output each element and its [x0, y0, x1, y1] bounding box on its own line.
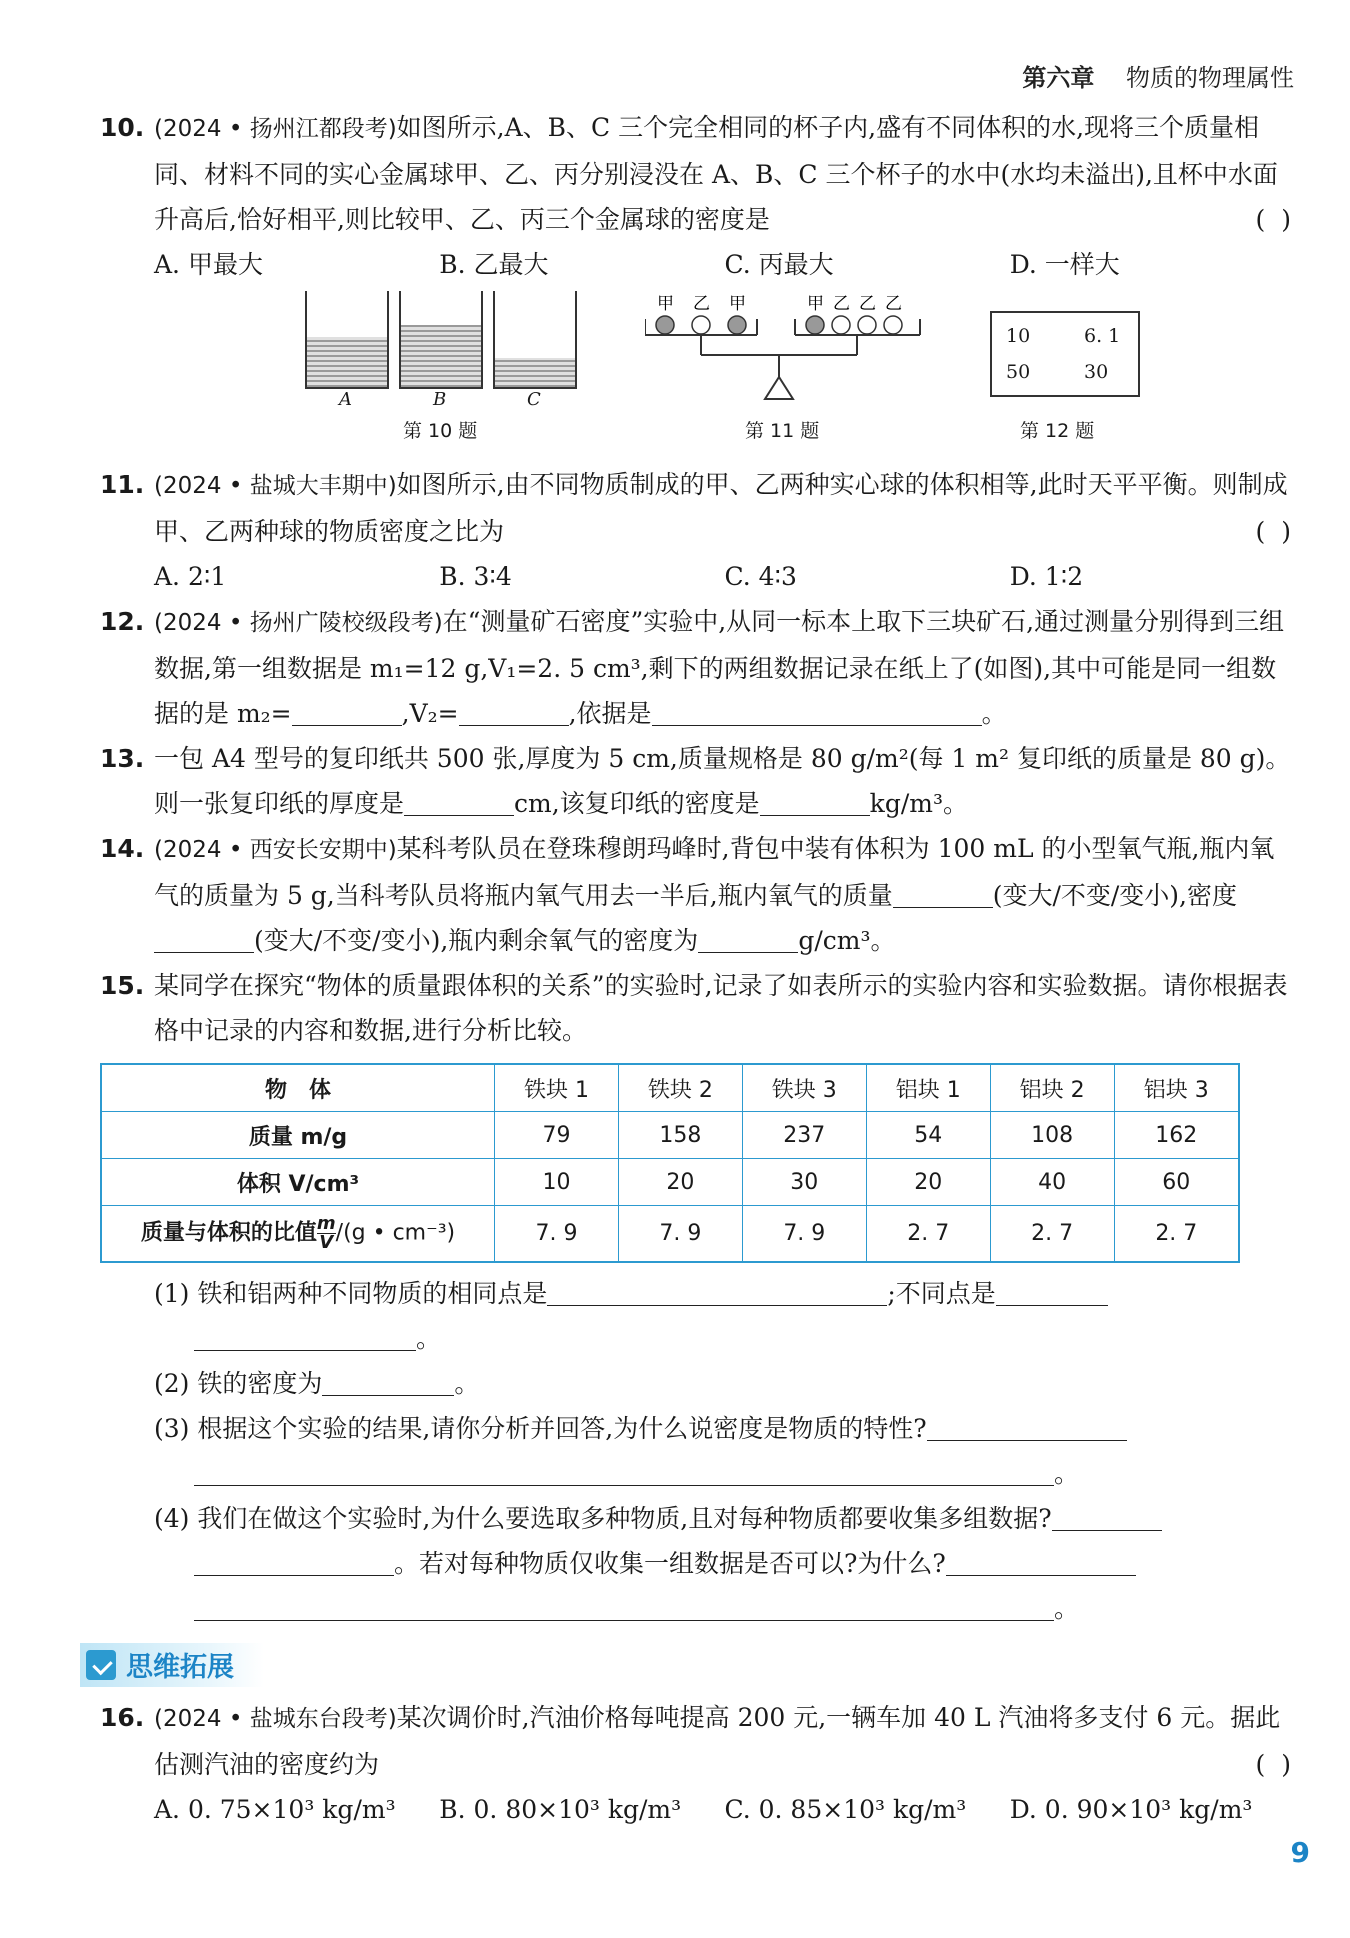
answer-blank[interactable] [194, 1455, 1054, 1486]
section-header [80, 1643, 264, 1687]
question-16 [100, 1695, 1295, 1832]
subquestion-text: 。 [416, 1323, 442, 1353]
table-row [101, 1112, 1239, 1159]
row-label-text: 质量与体积的比值 [140, 1220, 317, 1246]
figure-11-balance [645, 291, 925, 456]
ball-label: 甲 [807, 294, 824, 314]
card-value: 50 [1006, 361, 1031, 383]
answer-blank[interactable] [154, 922, 254, 953]
water-level [495, 358, 575, 387]
answer-blank[interactable] [996, 1275, 1108, 1306]
row-label: 质量 m/g [101, 1112, 495, 1159]
answer-paren: ( ) [1255, 517, 1295, 546]
page-content [100, 105, 1295, 1832]
question-source: (2024 • 盐城大丰期中) [154, 473, 397, 499]
question-text: 某同学在探究“物体的质量跟体积的关系”的实验时,记录了如表所示的实验内容和实验数据。请你根据表格中记录的内容和数据,进行分析比较。 [154, 971, 1288, 1045]
table-header-row [101, 1064, 1239, 1112]
answer-blank[interactable] [322, 1365, 454, 1396]
question-text: 在“测量矿石密度”实验中,从同一标本上取下三块矿石,通过测量分别得到三组数据,第一组数据是 m₁=12 g,V₁=2. 5 cm³,剩下的两组数据记录在纸上了(如图),其中可能是同一组数据的是 m₂= [154, 607, 1285, 728]
question-source: (2024 • 盐城东台段考) [154, 1705, 397, 1732]
water-level [401, 325, 481, 387]
question-number: 13. [100, 744, 145, 773]
question-14 [100, 826, 1295, 963]
table-header-cell: 物 体 [101, 1064, 495, 1112]
option-b: B. 乙最大 [439, 250, 549, 279]
ball-yi [832, 316, 850, 334]
subquestion-4 [154, 1496, 1295, 1631]
question-text: 。 [981, 699, 1007, 728]
table-cell: 54 [866, 1112, 990, 1159]
question-12 [100, 599, 1295, 736]
ball-label: 甲 [729, 294, 746, 314]
ball-jia [656, 316, 674, 334]
table-header-cell: 铝块 2 [990, 1064, 1114, 1112]
option-b: B. 3∶4 [439, 562, 512, 591]
table-cell: 7. 9 [618, 1206, 742, 1262]
question-number: 16. [100, 1702, 145, 1732]
question-number: 11. [100, 470, 145, 499]
question-number: 14. [100, 834, 145, 863]
row-label [101, 1206, 495, 1262]
page-header [1022, 58, 1294, 93]
options [154, 554, 1295, 599]
subquestion-2 [154, 1361, 1295, 1406]
answer-blank[interactable] [194, 1590, 1054, 1621]
question-text: (变大/不变/变小),密度 [992, 881, 1238, 910]
question-number: 15. [100, 971, 145, 1000]
left-pan-balls [656, 316, 746, 334]
cup-label: C [527, 389, 541, 410]
question-10 [100, 105, 1295, 287]
option-c: C. 4∶3 [724, 562, 797, 591]
question-text: g/cm³。 [798, 926, 896, 955]
table-header-cell: 铁块 2 [618, 1064, 742, 1112]
figure-caption: 第 11 题 [745, 420, 820, 442]
answer-blank[interactable] [698, 922, 798, 953]
right-pan-balls [806, 316, 902, 334]
subquestion-text: (3) 根据这个实验的结果,请你分析并回答,为什么说密度是物质的特性? [154, 1413, 927, 1443]
question-15 [100, 963, 1295, 1053]
table-cell: 237 [742, 1112, 866, 1159]
option-b: B. 0. 80×10³ kg/m³ [439, 1794, 682, 1824]
table-cell: 162 [1114, 1112, 1239, 1159]
table-cell: 60 [1114, 1159, 1239, 1206]
figure-10-cups [305, 291, 605, 456]
cup-b [399, 291, 483, 389]
ball-jia [806, 316, 824, 334]
table-cell: 7. 9 [742, 1206, 866, 1262]
subquestion-text: (2) 铁的密度为 [154, 1368, 323, 1398]
card-value: 10 [1006, 325, 1031, 347]
option-a: A. 2∶1 [154, 562, 227, 591]
answer-blank[interactable] [946, 1545, 1136, 1576]
table-cell: 158 [618, 1112, 742, 1159]
question-source: (2024 • 西安长安期中) [154, 837, 397, 863]
table-cell: 2. 7 [1114, 1206, 1239, 1262]
table-header-cell: 铝块 3 [1114, 1064, 1239, 1112]
card-value: 6. 1 [1084, 325, 1121, 347]
answer-blank[interactable] [547, 1275, 887, 1306]
table-row [101, 1206, 1239, 1262]
table-header-cell: 铁块 3 [742, 1064, 866, 1112]
answer-blank[interactable] [194, 1320, 416, 1351]
option-a: A. 0. 75×10³ kg/m³ [154, 1794, 396, 1824]
answer-blank[interactable] [459, 695, 569, 726]
balance-scale-drawing [645, 291, 925, 416]
question-text: cm,该复印纸的密度是 [514, 789, 760, 818]
table-row [101, 1159, 1239, 1206]
ball-label: 乙 [693, 294, 710, 314]
figure-caption: 第 10 题 [403, 420, 478, 442]
section-title: 思维拓展 [126, 1652, 234, 1683]
figure-12-data-card [990, 311, 1140, 397]
cup-label: B [433, 389, 447, 410]
question-11 [100, 462, 1295, 599]
subquestion-text: ;不同点是 [887, 1278, 996, 1308]
answer-blank[interactable] [404, 785, 514, 816]
ball-yi [858, 316, 876, 334]
chapter-label: 第六章 [1022, 64, 1095, 92]
ball-label: 乙 [885, 294, 902, 314]
figure-caption: 第 12 题 [1020, 420, 1095, 442]
question-text: ,依据是 [568, 699, 652, 728]
subquestion-1 [154, 1271, 1295, 1361]
table-cell: 40 [990, 1159, 1114, 1206]
answer-blank[interactable] [927, 1410, 1127, 1441]
subquestion-3 [154, 1406, 1295, 1496]
table-cell: 2. 7 [990, 1206, 1114, 1262]
ball-yi [884, 316, 902, 334]
question-15-subparts [100, 1271, 1295, 1631]
table-cell: 7. 9 [495, 1206, 619, 1262]
answer-paren: ( ) [1255, 1749, 1295, 1779]
question-source: (2024 • 扬州江都段考) [154, 116, 397, 142]
answer-paren: ( ) [1255, 205, 1295, 234]
question-text: ,V₂= [401, 699, 459, 728]
question-text: 如图所示,由不同物质制成的甲、乙两种实心球的体积相等,此时天平平衡。则制成甲、乙两种球的物质密度之比为 [154, 470, 1288, 546]
table-cell: 20 [618, 1159, 742, 1206]
option-d: D. 一样大 [1009, 250, 1120, 279]
subquestion-text: 。 [454, 1368, 480, 1398]
option-d: D. 0. 90×10³ kg/m³ [1009, 1794, 1253, 1824]
table-cell: 2. 7 [866, 1206, 990, 1262]
figures-row [100, 291, 1295, 456]
table-cell: 20 [866, 1159, 990, 1206]
answer-blank[interactable] [760, 785, 870, 816]
ball-label: 乙 [859, 294, 876, 314]
table-cell: 10 [495, 1159, 619, 1206]
option-c: C. 0. 85×10³ kg/m³ [724, 1794, 967, 1824]
subquestion-text: (1) 铁和铝两种不同物质的相同点是 [154, 1278, 548, 1308]
question-number: 12. [100, 607, 145, 636]
question-text: 某次调价时,汽油价格每吨提高 200 元,一辆车加 40 L 汽油将多支付 6 元。据此估测汽油的密度约为 [154, 1702, 1281, 1779]
option-c: C. 丙最大 [724, 250, 834, 279]
fraction-denominator: V [319, 1231, 334, 1253]
ball-jia [728, 316, 746, 334]
answer-blank[interactable] [652, 695, 982, 726]
row-label-unit: /(g • cm⁻³) [335, 1220, 456, 1246]
answer-blank[interactable] [194, 1545, 394, 1576]
table-cell: 30 [742, 1159, 866, 1206]
question-text: (变大/不变/变小),瓶内剩余氧气的密度为 [254, 926, 699, 955]
row-label: 体积 V/cm³ [101, 1159, 495, 1206]
table-cell: 79 [495, 1112, 619, 1159]
table-cell: 108 [990, 1112, 1114, 1159]
subquestion-text: (4) 我们在做这个实验时,为什么要选取多种物质,且对每种物质都要收集多组数据? [154, 1503, 1052, 1533]
question-source: (2024 • 扬州广陵校级段考) [154, 610, 443, 636]
card-value: 30 [1084, 361, 1109, 383]
options [154, 1787, 1295, 1832]
option-d: D. 1∶2 [1009, 562, 1084, 591]
fraction-numerator: m [316, 1212, 336, 1234]
options [154, 242, 1295, 287]
subquestion-text: 。若对每种物质仅收集一组数据是否可以?为什么? [394, 1548, 946, 1578]
question-text: kg/m³。 [869, 789, 968, 818]
table-header-cell: 铁块 1 [495, 1064, 619, 1112]
chapter-title: 物质的物理属性 [1126, 64, 1294, 92]
answer-blank[interactable] [292, 695, 402, 726]
question-number: 10. [100, 113, 145, 142]
answer-blank[interactable] [1052, 1500, 1162, 1531]
ball-label: 甲 [657, 294, 674, 314]
subquestion-text: 。 [1054, 1458, 1080, 1488]
check-icon [86, 1650, 116, 1680]
cup-label: A [339, 389, 352, 410]
subquestion-text: 。 [1054, 1593, 1080, 1623]
answer-blank[interactable] [893, 877, 993, 908]
cup-a [305, 291, 389, 389]
water-level [307, 337, 387, 387]
question-text: 如图所示,A、B、C 三个完全相同的杯子内,盛有不同体积的水,现将三个质量相同、材料不同的实心金属球甲、乙、丙分别浸没在 A、B、C 三个杯子的水中(水均未溢出),且杯中水面升高后,恰好相平,则比较甲、乙、丙三个金属球的密度是 [154, 113, 1278, 234]
page-number: 9 [1290, 1836, 1310, 1869]
option-a: A. 甲最大 [154, 250, 263, 279]
question-13 [100, 736, 1295, 826]
question-text: 某科考队员在登珠穆朗玛峰时,背包中装有体积为 100 mL 的小型氧气瓶,瓶内氧气的质量为 5 g,当科考队员将瓶内氧气用去一半后,瓶内氧气的质量 [154, 834, 1275, 910]
cup-c [493, 291, 577, 389]
experiment-data-table [100, 1063, 1240, 1263]
table-header-cell: 铝块 1 [866, 1064, 990, 1112]
fraction [316, 1212, 336, 1253]
ball-label: 乙 [833, 294, 850, 314]
question-text: 一包 A4 型号的复印纸共 500 张,厚度为 5 cm,质量规格是 80 g/m²(每 1 m² 复印纸的质量是 80 g)。则一张复印纸的厚度是 [154, 744, 1291, 818]
ball-yi [692, 316, 710, 334]
